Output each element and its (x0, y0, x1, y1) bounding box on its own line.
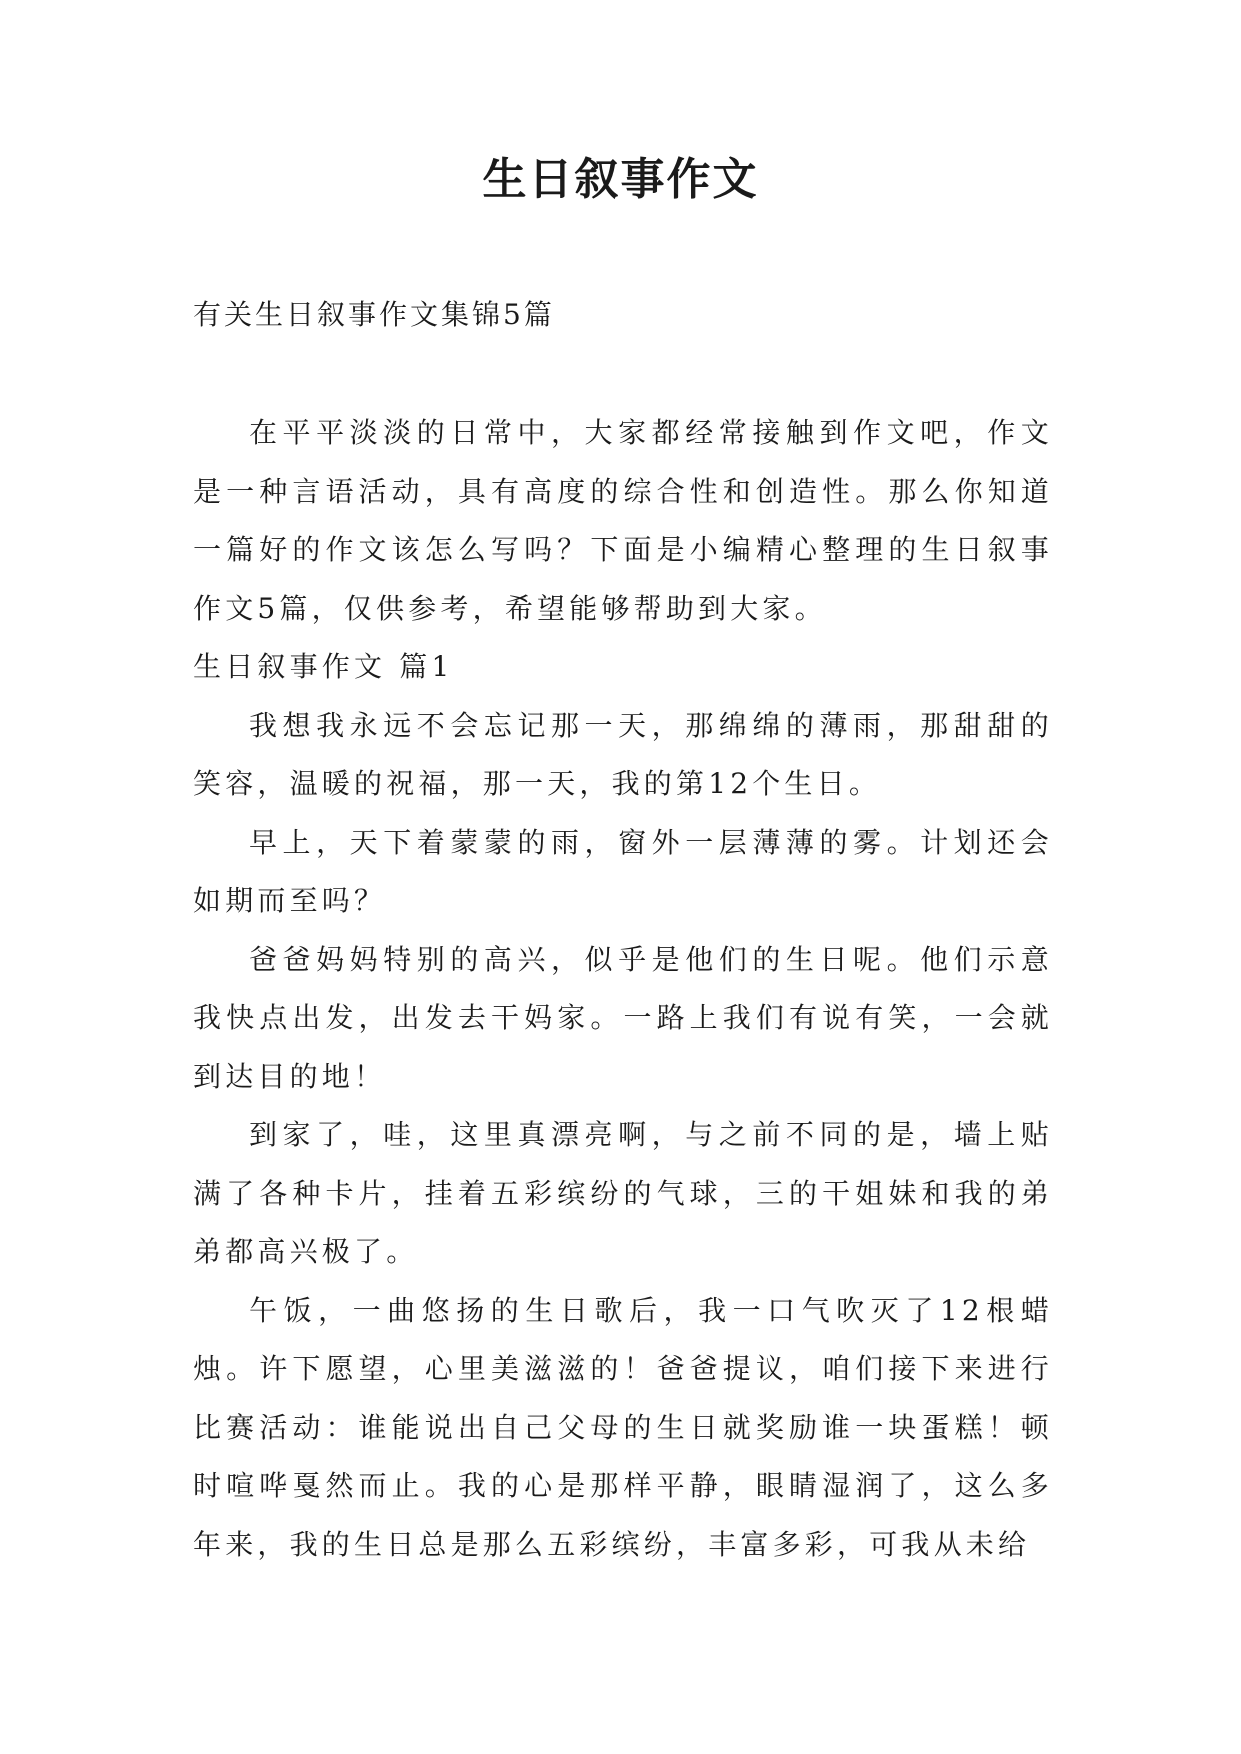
document-subtitle: 有关生日叙事作文集锦5篇 (193, 298, 555, 331)
intro-paragraph: 在平平淡淡的日常中，大家都经常接触到作文吧，作文是一种言语活动，具有高度的综合性和创造性。那么你知道一篇好的作文该怎么写吗？下面是小编精心整理的生日叙事作文5篇，仅供参考，希望能够帮助到大家。 (193, 416, 1053, 625)
document-body (193, 404, 1053, 1574)
section-heading: 生日叙事作文 篇1 (193, 650, 454, 683)
document-title: 生日叙事作文 (482, 154, 759, 205)
body-paragraph: 午饭，一曲悠扬的生日歌后，我一口气吹灭了12根蜡烛。许下愿望，心里美滋滋的！爸爸提议，咱们接下来进行比赛活动：谁能说出自己父母的生日就奖励谁一块蛋糕！顿时喧哗戛然而止。我的心是那样平静，眼睛湿润了，这么多年来，我的生日总是那么五彩缤纷，丰富多彩，可我从未给 (193, 1293, 1053, 1561)
body-paragraph: 爸爸妈妈特别的高兴，似乎是他们的生日呢。他们示意我快点出发，出发去干妈家。一路上我们有说有笑，一会就到达目的地！ (193, 942, 1053, 1093)
body-paragraph: 我想我永远不会忘记那一天，那绵绵的薄雨，那甜甜的笑容，温暖的祝福，那一天，我的第12个生日。 (193, 708, 1053, 800)
body-paragraph: 早上，天下着蒙蒙的雨，窗外一层薄薄的雾。计划还会如期而至吗？ (193, 825, 1053, 917)
body-paragraph: 到家了，哇，这里真漂亮啊，与之前不同的是，墙上贴满了各种卡片，挂着五彩缤纷的气球，三的干姐妹和我的弟弟都高兴极了。 (193, 1118, 1053, 1268)
